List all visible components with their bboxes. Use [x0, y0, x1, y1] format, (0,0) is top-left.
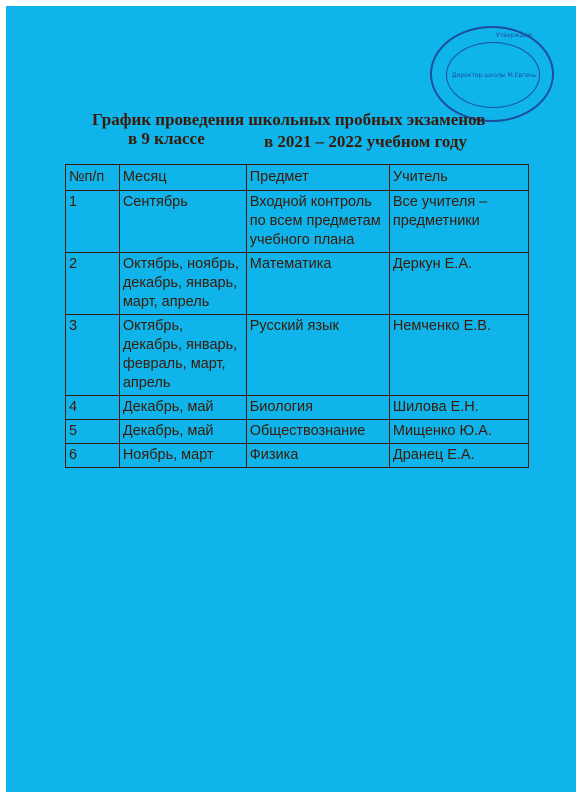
subtitle-year: в 2021 – 2022 учебном году	[264, 132, 468, 151]
row-number: 2	[66, 253, 120, 315]
row-subject: Входной контроль по всем предметам учебного плана	[246, 191, 389, 253]
exam-schedule-table	[65, 164, 529, 468]
row-month: Сентябрь	[119, 191, 246, 253]
header-number: №п/п	[66, 165, 120, 191]
stamp-signature-text	[442, 72, 546, 79]
header-subject: Предмет	[246, 165, 389, 191]
row-month: Декабрь, май	[119, 396, 246, 420]
stamp-director-name: М.Евгень	[507, 72, 537, 79]
row-month: Ноябрь, март	[119, 444, 246, 468]
stamp-director-label: Директор школы	[451, 72, 506, 79]
table-row	[66, 396, 529, 420]
row-teacher: Дранец Е.А.	[389, 444, 528, 468]
row-month: Декабрь, май	[119, 420, 246, 444]
row-teacher: Мищенко Ю.А.	[389, 420, 528, 444]
row-number: 5	[66, 420, 120, 444]
row-teacher: Шилова Е.Н.	[389, 396, 528, 420]
row-subject: Обществознание	[246, 420, 389, 444]
school-stamp	[430, 26, 554, 122]
row-teacher: Деркун Е.А.	[389, 253, 528, 315]
document-page	[6, 6, 576, 792]
subtitle-class: в 9 классе	[128, 129, 205, 148]
row-number: 6	[66, 444, 120, 468]
table-row	[66, 444, 529, 468]
header-teacher: Учитель	[389, 165, 528, 191]
row-subject: Физика	[246, 444, 389, 468]
table-row	[66, 420, 529, 444]
table-row	[66, 315, 529, 396]
row-month: Октябрь, ноябрь, декабрь, январь, март, апрель	[119, 253, 246, 315]
stamp-approve-text: Утверждаю	[496, 32, 533, 39]
row-subject: Математика	[246, 253, 389, 315]
row-month: Октябрь, декабрь, январь, февраль, март, апрель	[119, 315, 246, 396]
header-month: Месяц	[119, 165, 246, 191]
row-number: 3	[66, 315, 120, 396]
row-number: 1	[66, 191, 120, 253]
table-header-row	[66, 165, 529, 191]
row-subject: Биология	[246, 396, 389, 420]
row-teacher: Все учителя – предметники	[389, 191, 528, 253]
page-title: График проведения школьных пробных экзаменов	[92, 110, 486, 129]
table-row	[66, 191, 529, 253]
row-number: 4	[66, 396, 120, 420]
row-subject: Русский язык	[246, 315, 389, 396]
table-row	[66, 253, 529, 315]
row-teacher: Немченко Е.В.	[389, 315, 528, 396]
